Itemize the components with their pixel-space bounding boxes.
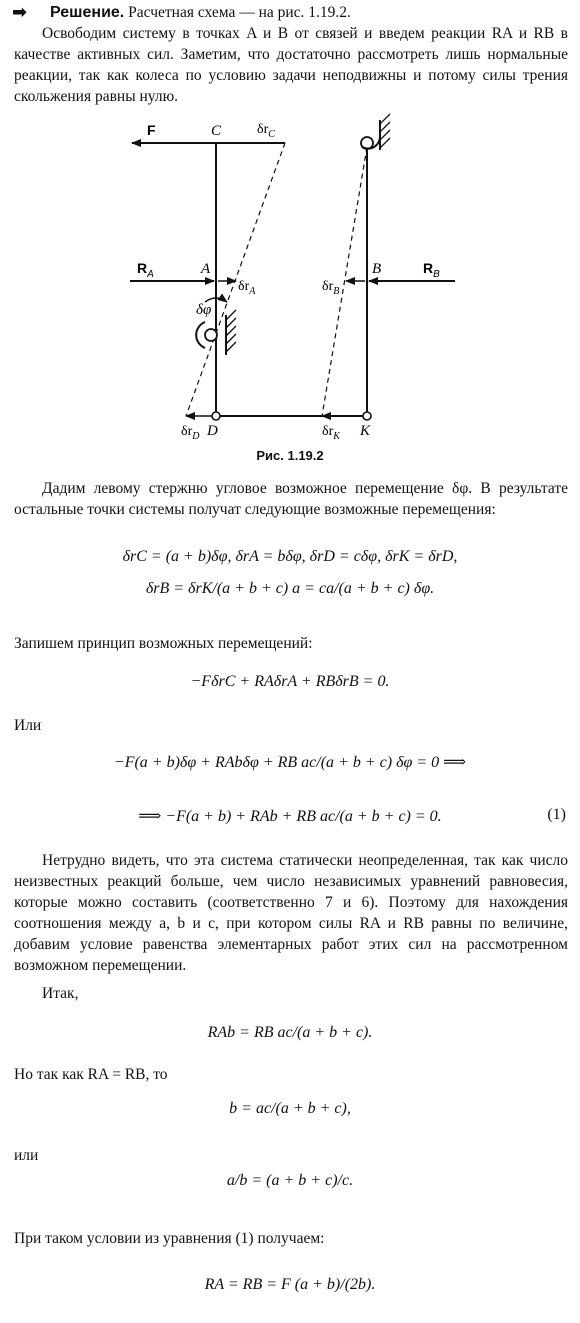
equation-8: a/b = (a + b + c)/c. — [226, 1172, 354, 1189]
heading-label: Решение. — [50, 4, 125, 21]
label-B: B — [372, 261, 382, 277]
dashed-line-left — [186, 143, 285, 416]
paragraph-5 — [14, 850, 568, 976]
figure-caption: Рис. 1.19.2 — [256, 448, 324, 463]
paragraph-8 — [14, 1145, 568, 1166]
solution-heading — [50, 2, 570, 23]
paragraph-6 — [14, 983, 568, 1004]
equation-6: RAb = RB ac/(a + b + c). — [207, 1024, 373, 1041]
equation-1: δrC = (a + b)δφ, δrA = bδφ, δrD = cδφ, δrK = δrD, — [122, 548, 458, 565]
paragraph-2 — [14, 478, 568, 520]
equation-3: −FδrC + RAδrA + RBδrB = 0. — [190, 673, 390, 690]
left-hinge — [205, 329, 217, 341]
paragraph-2-text: Дадим левому стержню угловое возможное перемещение δφ. В результате остальные точки системы получат следующие возможные перемещения: — [14, 480, 568, 518]
equation-5: ⟹ −F(a + b) + RAb + RB ac/(a + b + c) = 0. — [138, 808, 442, 825]
label-drC: $\delta r_C$ — [257, 122, 275, 140]
heading-text: Расчетная схема — на рис. 1.19.2. — [128, 4, 351, 21]
label-RA: $R_A$ — [137, 260, 154, 280]
label-RB: $R_B$ — [423, 260, 440, 280]
joint-D — [212, 412, 220, 420]
equation-2: δrB = δrK/(a + b + c) a = ca/(a + b + c) δφ. — [145, 580, 435, 597]
figure-1-19-2 — [0, 110, 580, 450]
label-drB: $\delta r_B$ — [322, 279, 340, 297]
joint-K — [363, 412, 371, 420]
paragraph-1-text: Освободим систему в точках A и B от связей и введем реакции RA и RB в качестве активных сил. Заметим, что достаточно рассмотреть лишь нормальные реакции, так как колеса по условию задачи неподвижны и потому силы трения скольжения равны нулю. — [14, 25, 568, 105]
label-dphi: δφ — [196, 302, 212, 318]
label-drD: $\delta r_D$ — [181, 424, 200, 442]
label-C: C — [211, 123, 222, 139]
paragraph-8-text: или — [14, 1147, 39, 1164]
paragraph-9 — [14, 1228, 568, 1249]
solution-arrow-icon: ➡ — [12, 2, 28, 23]
paragraph-1 — [14, 23, 568, 107]
paragraph-4-text: Или — [14, 717, 42, 734]
left-hinge-bracket — [196, 322, 205, 348]
equation-5-number: (1) — [547, 806, 566, 823]
label-A: A — [201, 261, 211, 277]
equation-4: −F(a + b)δφ + RAbδφ + RB ac/(a + b + c) δφ = 0 ⟹ — [113, 754, 467, 771]
paragraph-3 — [14, 633, 568, 654]
paragraph-4 — [14, 715, 568, 736]
paragraph-7 — [14, 1064, 568, 1085]
equation-9: RA = RB = F (a + b)/(2b). — [204, 1276, 376, 1293]
paragraph-5-text: Нетрудно видеть, что эта система статически неопределенная, так как число неизвестных реакций больше, чем число независимых уравнений равновесия, которые можно составить (соответственно 7 и 6). Поэтому для нахождения соотношения между a, b и c, при котором силы RA и RB равны по величине, добавим условие равенства элементарных работ этих сил на рассмотренном возможном перемещении. — [14, 852, 568, 974]
label-D: D — [207, 423, 218, 439]
paragraph-6-text: Итак, — [42, 985, 79, 1002]
paragraph-7-text: Но так как RA = RB, то — [14, 1066, 168, 1083]
label-F: F — [147, 122, 156, 138]
label-K: K — [360, 423, 371, 439]
paragraph-9-text: При таком условии из уравнения (1) получаем: — [14, 1230, 325, 1247]
label-drA: $\delta r_A$ — [238, 279, 256, 297]
paragraph-3-text: Запишем принцип возможных перемещений: — [14, 635, 313, 652]
equation-7: b = ac/(a + b + c), — [229, 1100, 351, 1117]
label-drK: $\delta r_K$ — [322, 424, 340, 442]
